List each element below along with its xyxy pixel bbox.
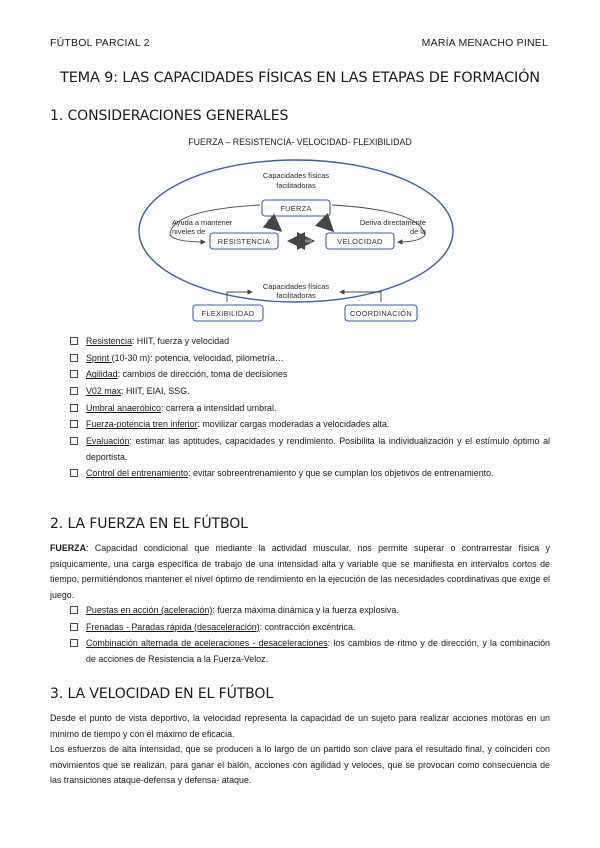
list-item: Fuerza-potencia tren inferior: movilizar cargas moderadas a velocidades alta. [70,417,550,433]
list-item: Evaluación: estimar las aptitudes, capacidades y rendimiento. Posibilita la individualización y el estímulo óptimo al deportista. [70,434,550,465]
section2-list [70,603,550,669]
list-item: Sprint (10-30 m): potencia, velocidad, pilometría… [70,351,550,367]
checkbox-icon [70,437,78,445]
fuerza-definition: FUERZA: Capacidad condicional que mediante la actividad muscular, nos permite superar o contrarrestar física y psíquicamente, una carga específica de trabajo de una intensidad alta y variable que se manifiesta en intervalos cortos de tiempo, permitiéndonos mantener el nivel óptimo de rendimiento en la ejecución de las necesidades coordinativas que exige el juego. [50,543,550,600]
list-item: Control del entrenamiento: evitar sobreentrenamiento y que se cumplan los objetivos de entrenamiento. [70,466,550,482]
velocidad-label: VELOCIDAD [337,237,383,246]
list-item: Resistencia: HIIT, fuerza y velocidad [70,334,550,350]
checkbox-icon [70,639,78,647]
bottom-caption-2: facilitadoras [276,291,316,300]
right-connector [340,292,381,302]
list-item: Combinación alternada de aceleraciones - desaceleraciones: los cambios de ritmo y de dirección, y la combinación de acciones de Resistencia a la Fuerza-Veloz. [70,636,550,667]
left-note-1: Ayuda a mantener [172,218,233,227]
fuerza-label: FUERZA [280,204,312,213]
checkbox-icon [70,606,78,614]
left-note-2: niveles de [172,227,206,236]
arrow-fuerza-velocidad [322,220,332,230]
list-item: Puestas en acción (aceleración): fuerza máxima dinámica y la fuerza explosiva. [70,603,550,619]
header-right: MARÍA MENACHO PINEL [421,37,548,49]
section1-list [70,334,550,483]
checkbox-icon [70,623,78,631]
bottom-caption-1: Capacidades físicas [262,282,330,291]
velocidad-paragraph-1: Desde el punto de vista deportivo, la velocidad representa la capacidad de un sujeto para realizar acciones motoras en un mínimo de tiempo y con el máximo de eficacia. [50,713,550,739]
checkbox-icon [70,337,78,345]
checkbox-icon [70,420,78,428]
list-item: V02 max: HIIT, EIAI, SSG. [70,384,550,400]
header-left: FÚTBOL PARCIAL 2 [50,37,150,49]
coordinacion-label: COORDINACIÓN [350,309,412,318]
top-caption-2: facilitadoras [276,181,316,190]
capacities-diagram [0,0,600,340]
top-caption-1: Capacidades físicas [262,171,330,180]
list-item: Frenadas - Paradas rápida (desaceleración): contracción excéntrica. [70,620,550,636]
section3-heading: 3. LA VELOCIDAD EN EL FÚTBOL [50,686,274,702]
checkbox-icon [70,387,78,395]
arrow-fuerza-resistencia [268,220,280,230]
page-title: TEMA 9: LAS CAPACIDADES FÍSICAS EN LAS ETAPAS DE FORMACIÓN [60,70,540,86]
right-note-2: de la [409,227,426,236]
right-note-1: Deriva directamente [359,218,426,227]
section2-heading: 2. LA FUERZA EN EL FÚTBOL [50,516,248,532]
list-item: Agilidad: cambios de dirección, toma de decisiones [70,367,550,383]
diagram-subtitle: FUERZA – RESISTENCIA- VELOCIDAD- FLEXIBILIDAD [188,137,412,147]
list-item: Umbral anaeróbico: carrera a intensidad umbral. [70,401,550,417]
checkbox-icon [70,469,78,477]
checkbox-icon [70,370,78,378]
checkbox-icon [70,354,78,362]
velocidad-paragraph-2: Los esfuerzos de alta intensidad, que se producen a lo largo de un partido son clave para el resultado final, y coinciden con movimientos que se realizan, para ganar el balón, acciones con agilidad y veloces, que se provocan como consecuencia de las transiciones ataque-defensa y defensa- ataque. [50,744,550,785]
section1-heading: 1. CONSIDERACIONES GENERALES [50,108,289,124]
checkbox-icon [70,404,78,412]
resistencia-label: RESISTENCIA [217,237,271,246]
flexibilidad-label: FLEXIBILIDAD [201,309,255,318]
